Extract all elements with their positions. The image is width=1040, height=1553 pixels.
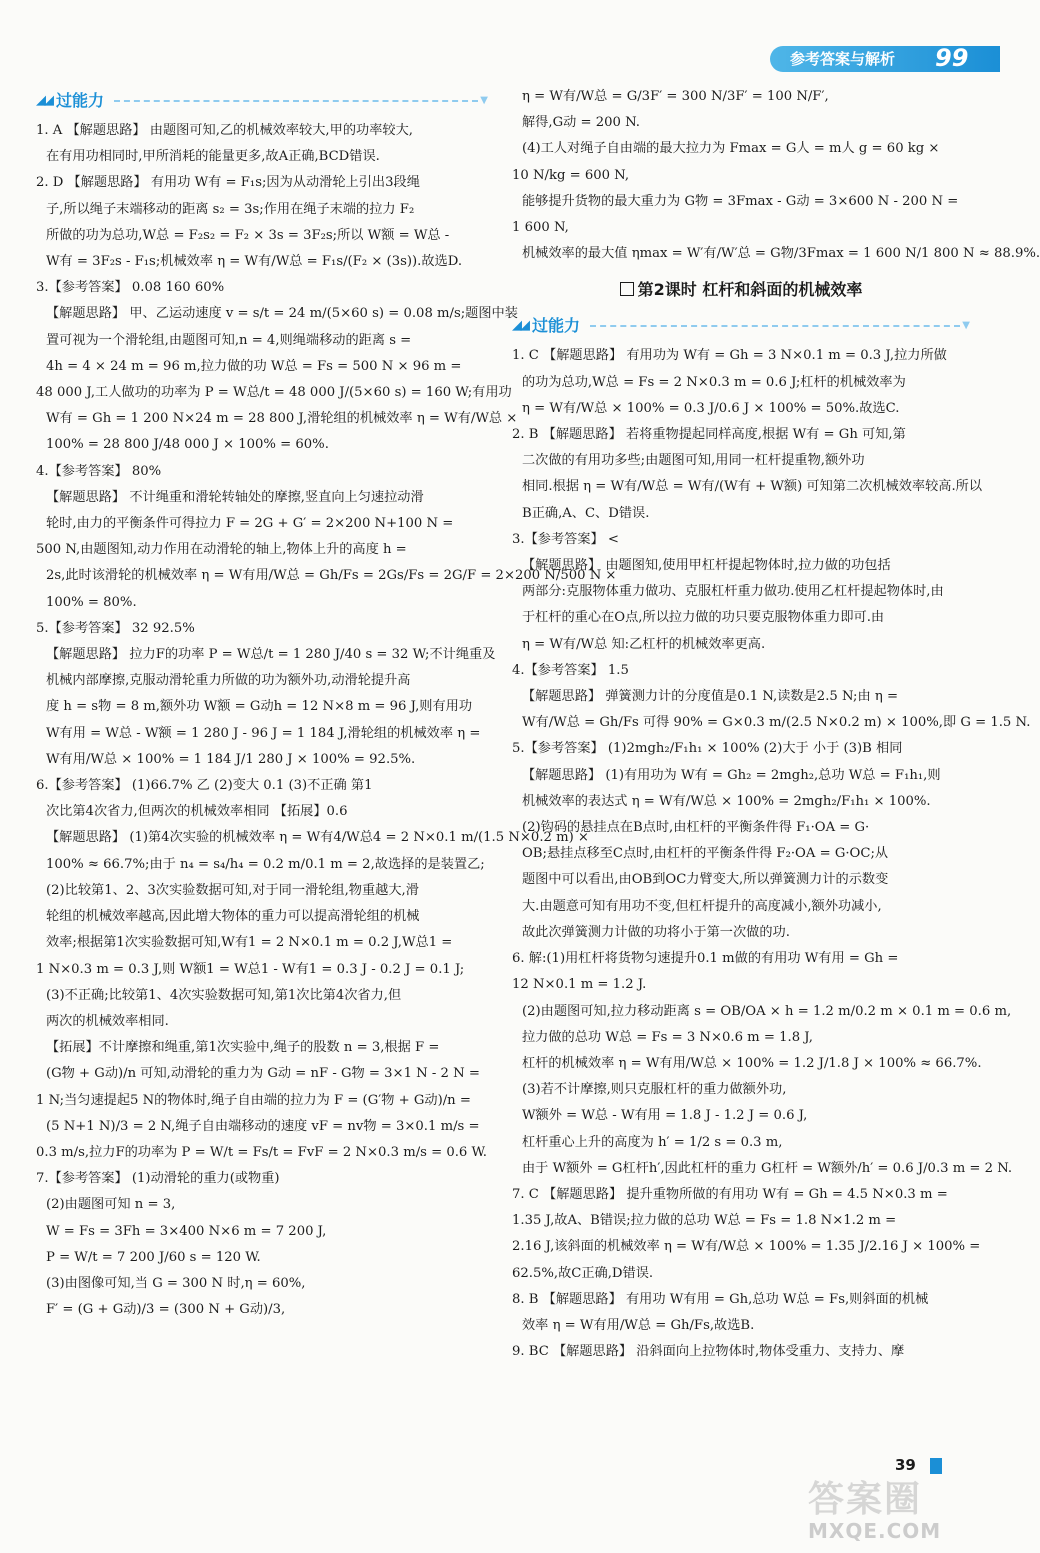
answer-text-line: 【解题思路】 (1)第4次实验的机械效率 η = W有4/W总4 = 2 N×0.1 m/(1.5 N×0.2 m) × (46, 830, 589, 846)
answer-text-line: 在有用功相同时,甲所消耗的能量更多,故A正确,BCD错误. (46, 149, 380, 165)
answer-text-line: η = W有/W总 × 100% = 0.3 J/0.6 J × 100% = 50%.故选C. (522, 400, 900, 416)
caret-icon: ▼ (962, 320, 970, 332)
answer-text-line: (2)由题图可知 n = 3, (46, 1197, 176, 1213)
section-heading (512, 309, 970, 343)
wave-icon: ◢◢ (36, 92, 52, 108)
answer-text-line: (3)不正确;比较第1、4次实验数据可知,第1次比第4次省力,但 (46, 987, 402, 1003)
answer-text-line: W有用 = W总 - W额 = 1 280 J - 96 J = 1 184 J,滑轮组的机械效率 η = (46, 725, 481, 741)
answer-text-line: 拉力做的总功 W总 = Fs = 3 N×0.6 m = 1.8 J, (522, 1029, 813, 1045)
answer-item-line: 1 N×0.3 m = 0.3 J,则 W额1 = W总1 - W有1 = 0.3 J - 0.2 J = 0.1 J; (36, 961, 465, 977)
answer-text-line: (G物 + G动)/n 可知,动滑轮的重力为 G动 = nF - G物 = 3×1 N - 2 N = (46, 1066, 480, 1082)
lesson-title-text: 第2课时 杠杆和斜面的机械效率 (637, 280, 863, 300)
answer-item-line: 9. BC 【解题思路】 沿斜面向上拉物体时,物体受重力、支持力、摩 (512, 1344, 905, 1360)
answer-text-line: 的功为总功,W总 = Fs = 2 N×0.3 m = 0.6 J;杠杆的机械效率为 (522, 374, 906, 390)
answer-text-line: 解得,G动 = 200 N. (522, 115, 640, 131)
answer-text-line: (4)工人对绳子自由端的最大拉力为 Fmax = G人 = m人 g = 60 kg × (522, 141, 940, 157)
divider (114, 100, 478, 102)
header-title: 参考答案与解析 (790, 50, 896, 68)
answer-item-line: 2. D 【解题思路】 有用功 W有 = F₁s;因为从动滑轮上引出3段绳 (36, 175, 420, 191)
answer-text-line: 【解题思路】 甲、乙运动速度 v = s/t = 24 m/(5×60 s) = 0.08 m/s;题图中装 (46, 306, 518, 322)
answer-text-line: 故此次弹簧测力计做的功将小于第一次做的功. (522, 924, 790, 940)
answer-text-line: W额外 = W总 - W有用 = 1.8 J - 1.2 J = 0.6 J, (522, 1108, 808, 1124)
answer-item-line: 5.【参考答案】 (1)2mgh₂/F₁h₁ × 100% (2)大于 小于 (3)B 相同 (512, 741, 903, 757)
answer-text-line: B正确,A、C、D错误. (522, 505, 650, 521)
answer-text-line: OB;悬挂点移至C点时,由杠杆的平衡条件得 F₂·OA = G·OC;从 (522, 846, 889, 862)
brand-logo: 99 (935, 44, 969, 72)
answer-text-line: (2)由题图可知,拉力移动距离 s = OB/OA × h = 1.2 m/0.2 m × 0.1 m = 0.6 m, (522, 1003, 1012, 1019)
answer-text-line: (3)由图像可知,当 G = 300 N 时,η = 60%, (46, 1275, 306, 1291)
section-heading (36, 84, 488, 118)
answer-text-line: W有/W总 = Gh/Fs 可得 90% = G×0.3 m/(2.5 N×0.2 m) × 100%,即 G = 1.5 N. (522, 715, 1031, 731)
answer-text-line: 轮组的机械效率越高,因此增大物体的重力可以提高滑轮组的机械 (46, 909, 420, 925)
answer-text-line: 【解题思路】 不计绳重和滑轮转轴处的摩擦,竖直向上匀速拉动滑 (46, 489, 424, 505)
answer-item-line: 1.35 J,故A、B错误;拉力做的总功 W总 = Fs = 1.8 N×1.2 m = (512, 1213, 897, 1229)
answer-text-line: W有 = Gh = 1 200 N×24 m = 28 800 J,滑轮组的机械效率 η = W有/W总 × (46, 411, 518, 427)
answer-text-line: 4h = 4 × 24 m = 96 m,拉力做的功 W总 = Fs = 500 N × 96 m = (46, 358, 462, 374)
answer-list (512, 343, 1031, 1365)
caret-icon: ▼ (480, 94, 488, 106)
answer-text-line: W有 = 3F₂s - F₁s;机械效率 η = W有/W总 = F₁s/(F₂ × (3s)).故选D. (46, 254, 463, 270)
section-title: 过能力 (532, 316, 581, 336)
watermark-url: MXQE.COM (808, 1519, 942, 1543)
answer-item-line: 1 N;当匀速提起5 N的物体时,绳子自由端的拉力为 F = (G′物 + G动)/n = (36, 1092, 471, 1108)
answer-text-line: 100% = 28 800 J/48 000 J × 100% = 60%. (46, 437, 329, 453)
answer-text-line: F′ = (G + G动)/3 = (300 N + G动)/3, (46, 1302, 286, 1318)
answer-text-line: 次比第4次省力,但两次的机械效率相同 【拓展】0.6 (46, 804, 348, 820)
answer-text-line: P = W/t = 7 200 J/60 s = 120 W. (46, 1249, 261, 1265)
answer-text-line: 效率;根据第1次实验数据可知,W有1 = 2 N×0.1 m = 0.2 J,W总1 = (46, 935, 453, 951)
answer-item-line: 1. C 【解题思路】 有用功为 W有 = Gh = 3 N×0.1 m = 0.3 J,拉力所做 (512, 348, 947, 364)
answer-text-line: 题图中可以看出,由OB到OC力臂变大,所以弹簧测力计的示数变 (522, 872, 889, 888)
answer-item-line: 7.【参考答案】 (1)动滑轮的重力(或物重) (36, 1171, 280, 1187)
answer-text-line: 【解题思路】 (1)有用功为 W有 = Gh₂ = 2mgh₂,总功 W总 = F₁h₁,则 (522, 767, 941, 783)
answer-text-line: W有用/W总 × 100% = 1 184 J/1 280 J × 100% = 92.5%. (46, 751, 416, 767)
answer-text-line: 于杠杆的重心在O点,所以拉力做的功只要克服物体重力即可.由 (522, 610, 885, 626)
answer-text-line: 机械效率的最大值 ηmax = W′有/W′总 = G物/3Fmax = 1 600 N/1 800 N ≈ 88.9%. (522, 246, 1040, 262)
answer-text-line: 【解题思路】 拉力F的功率 P = W总/t = 1 280 J/40 s = 32 W;不计绳重及 (46, 647, 496, 663)
answer-text-line: 杠杆重心上升的高度为 h′ = 1/2 s = 0.3 m, (522, 1134, 783, 1150)
answer-text-line: 杠杆的机械效率 η = W有用/W总 × 100% = 1.2 J/1.8 J × 100% ≈ 66.7%. (522, 1055, 982, 1071)
answer-text-line: 机械效率的表达式 η = W有/W总 × 100% = 2mgh₂/F₁h₁ × 100%. (522, 793, 931, 809)
answer-item-line: 10 N/kg = 600 N, (512, 167, 630, 183)
answer-item-line: 4.【参考答案】 80% (36, 463, 162, 479)
answer-text-line: 能够提升货物的最大重力为 G物 = 3Fmax - G动 = 3×600 N - 200 N = (522, 193, 959, 209)
answer-text-line: 效率 η = W有用/W总 = Gh/Fs,故选B. (522, 1317, 755, 1333)
box-icon (620, 282, 634, 296)
answer-item-line: 1 600 N, (512, 220, 569, 236)
answer-text-line: 二次做的有用功多些;由题图可知,用同一杠杆提重物,额外功 (522, 453, 865, 469)
answer-text-line: (2)比较第1、2、3次实验数据可知,对于同一滑轮组,物重越大,滑 (46, 882, 419, 898)
answer-text-line: 所做的功为总功,W总 = F₂s₂ = F₂ × 3s = 3F₂s;所以 W额 = W总 - (46, 227, 450, 243)
answer-item-line: 1. A 【解题思路】 由题图可知,乙的机械效率较大,甲的功率较大, (36, 123, 413, 138)
answer-item-line: 2. B 【解题思路】 若将重物提起同样高度,根据 W有 = Gh 可知,第 (512, 427, 906, 443)
answer-text-line: 100% = 80%. (46, 594, 137, 610)
answer-text-line: 两部分:克服物体重力做功、克服杠杆重力做功.使用乙杠杆提起物体时,由 (522, 584, 944, 600)
answer-text-line: 度 h = s物 = 8 m,额外功 W额 = G动h = 12 N×8 m = 96 J,则有用功 (46, 699, 473, 715)
answer-item-line: 5.【参考答案】 32 92.5% (36, 620, 195, 636)
lesson-title (512, 277, 970, 303)
answer-text-line: 轮时,由力的平衡条件可得拉力 F = 2G + G′ = 2×200 N+100 N = (46, 516, 454, 532)
divider (590, 325, 960, 327)
answer-item-line: 62.5%,故C正确,D错误. (512, 1265, 654, 1281)
answer-item-line: 4.【参考答案】 1.5 (512, 662, 629, 678)
wave-icon: ◢◢ (512, 318, 528, 334)
answer-text-line: 相同.根据 η = W有/W总 = W有/(W有 + W额) 可知第二次机械效率较高.所以 (522, 479, 983, 495)
answer-item-line: 3.【参考答案】 0.08 160 60% (36, 280, 225, 296)
answer-text-line: 【解题思路】 由题图知,使用甲杠杆提起物体时,拉力做的功包括 (522, 558, 891, 574)
answer-text-line: 由于 W额外 = G杠杆h′,因此杠杆的重力 G杠杆 = W额外/h′ = 0.6 J/0.3 m = 2 N. (522, 1160, 1013, 1176)
answer-item-line: 2.16 J,该斜面的机械效率 η = W有/W总 × 100% = 1.35 J/2.16 J × 100% = (512, 1239, 981, 1255)
answer-text-line: 2s,此时该滑轮的机械效率 η = W有用/W总 = Gh/Fs = 2Gs/Fs = 2G/F = 2×200 N/500 N × (46, 568, 617, 584)
answer-item-line: 12 N×0.1 m = 1.2 J. (512, 977, 647, 993)
answer-text-line: (3)若不计摩擦,则只克服杠杆的重力做额外功, (522, 1082, 787, 1098)
answer-item-line: 48 000 J,工人做功的功率为 P = W总/t = 48 000 J/(5×60 s) = 160 W;有用功 (36, 385, 512, 401)
answer-item-line: 500 N,由题图知,动力作用在动滑轮的轴上,物体上升的高度 h = (36, 542, 407, 558)
answer-text-line: η = W有/W总 知:乙杠杆的机械效率更高. (522, 636, 766, 652)
answer-item-line: 8. B 【解题思路】 有用功 W有用 = Gh,总功 W总 = Fs,则斜面的机械 (512, 1291, 929, 1307)
section-title: 过能力 (56, 90, 105, 110)
answer-text-line: 子,所以绳子末端移动的距离 s₂ = 3s;作用在绳子末端的拉力 F₂ (46, 201, 415, 217)
answer-item-line: 7. C 【解题思路】 提升重物所做的有用功 W有 = Gh = 4.5 N×0.3 m = (512, 1186, 948, 1202)
right-column (512, 84, 1040, 1365)
answer-text-line: 两次的机械效率相同. (46, 1013, 169, 1029)
answer-text-line: W = Fs = 3Fh = 3×400 N×6 m = 7 200 J, (46, 1223, 327, 1239)
answer-text-line: (5 N+1 N)/3 = 2 N,绳子自由端移动的速度 vF = nv物 = 3×0.1 m/s = (46, 1118, 480, 1134)
continued-answer (512, 84, 1040, 267)
watermark (808, 1480, 988, 1546)
answer-text-line: 大.由题意可知有用功不变,但杠杆提升的高度减小,额外功减小, (522, 898, 882, 914)
answer-text-line: 置可视为一个滑轮组,由题图可知,n = 4,则绳端移动的距离 s = (46, 332, 412, 348)
answer-text-line: η = W有/W总 = G/3F′ = 300 N/3F′ = 100 N/F′, (522, 89, 829, 104)
answer-text-line: 100% ≈ 66.7%;由于 n₄ = s₄/h₄ = 0.2 m/0.1 m = 2,故选择的是装置乙; (46, 856, 485, 872)
page-number: 39 (895, 1456, 916, 1474)
answer-item-line: 6. 解:(1)用杠杆将货物匀速提升0.1 m做的有用功 W有用 = Gh = (512, 951, 899, 967)
answer-text-line: (2)钩码的悬挂点在B点时,由杠杆的平衡条件得 F₁·OA = G· (522, 820, 870, 836)
answer-item-line: 3.【参考答案】 < (512, 531, 619, 547)
answer-text-line: 机械内部摩擦,克服动滑轮重力所做的功为额外功,动滑轮提升高 (46, 673, 411, 689)
answer-item-line: 0.3 m/s,拉力F的功率为 P = W/t = Fs/t = FvF = 2 N×0.3 m/s = 0.6 W. (36, 1144, 487, 1160)
answer-text-line: 【拓展】不计摩擦和绳重,第1次实验中,绳子的股数 n = 3,根据 F = (46, 1040, 440, 1056)
answer-item-line: 6.【参考答案】 (1)66.7% 乙 (2)变大 0.1 (3)不正确 第1 (36, 778, 373, 794)
watermark-text: 答案圈 (808, 1479, 923, 1520)
page-tab-marker (930, 1458, 942, 1474)
answer-text-line: 【解题思路】 弹簧测力计的分度值是0.1 N,读数是2.5 N;由 η = (522, 689, 899, 705)
